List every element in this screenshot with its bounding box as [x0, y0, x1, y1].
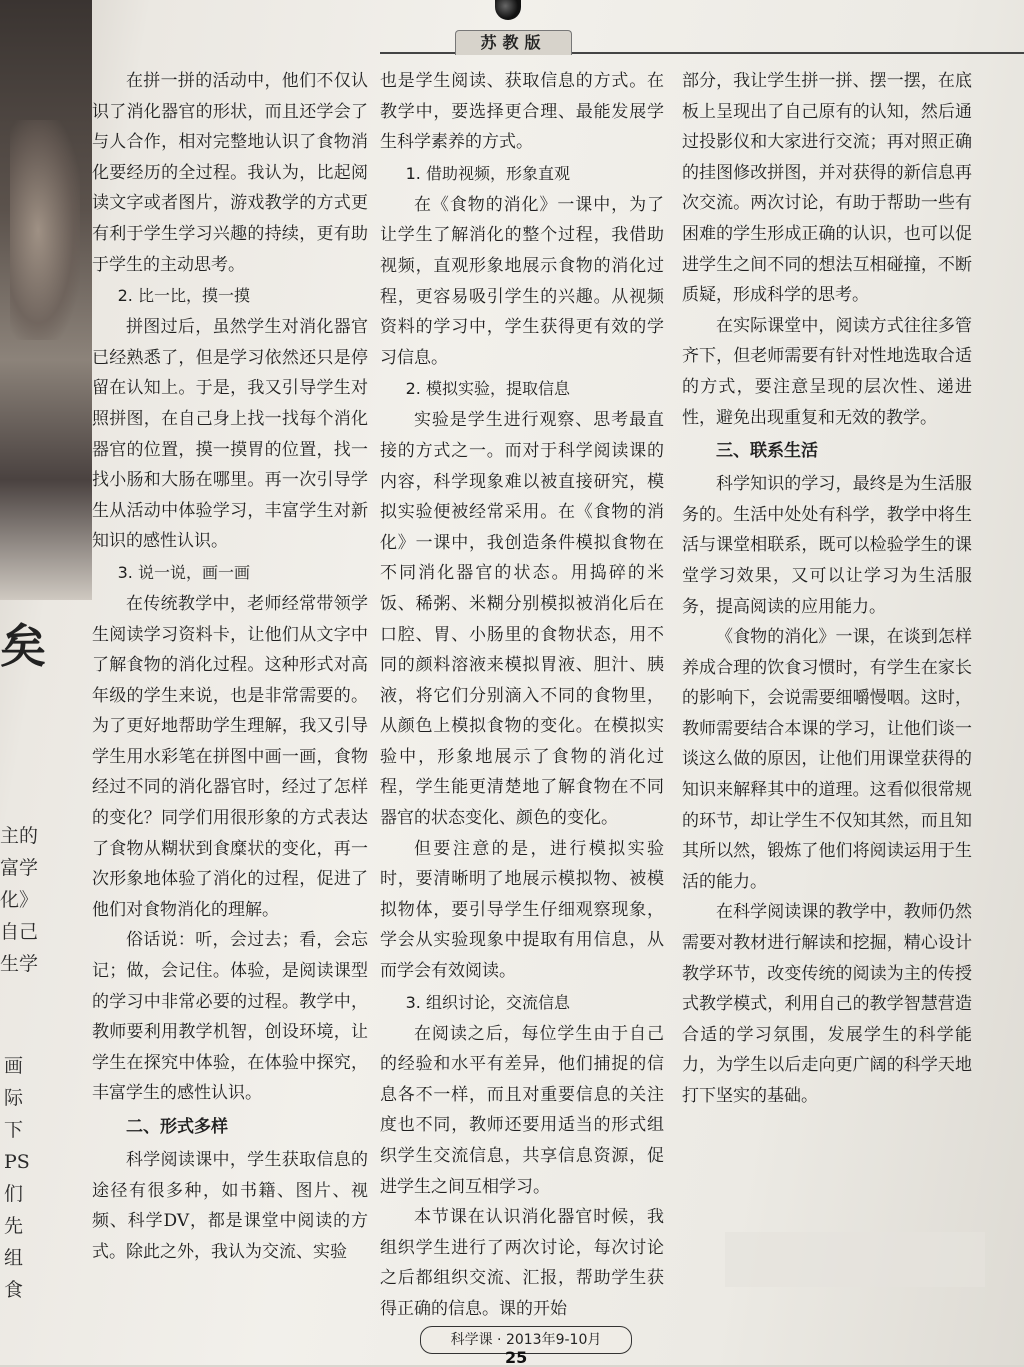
fragment-line: 自己: [0, 921, 39, 943]
page-number: 25: [505, 1348, 528, 1367]
section-heading: 三、联系生活: [716, 441, 818, 462]
fragment-line: 食: [4, 1279, 24, 1301]
left-edge-text-fragments-b: [4, 1050, 40, 1306]
journal-footer: 科学课 · 2013年9-10月: [420, 1326, 632, 1354]
logo-icon: [495, 0, 521, 20]
paragraph: 部分，我让学生拼一拼、摆一摆，在底板上呈现出了自己原有的认知，然后通过投影仪和大家进行交流；再对照正确的挂图修改拼图，并对获得的新信息再次交流。两次讨论，有助于帮助一些有困难的学生形成正确的认识，也可以促进学生之间不同的想法互相碰撞，不断质疑，形成科学的思考。: [682, 71, 972, 306]
paragraph: 在实际课堂中，阅读方式往往多管齐下，但老师需要有针对性地选取合适的方式，要注意呈现的层次性、递进性，避免出现重复和无效的教学。: [682, 315, 972, 428]
subheading: 1. 借助视频，形象直观: [405, 163, 570, 183]
paragraph: 在拼一拼的活动中，他们不仅认识了消化器官的形状，而且还学会了与人合作，相对完整地认识了食物消化要经历的全过程。我认为，比起阅读文字或者图片，游戏教学的方式更有利于学生学习兴趣的持续，更有助于学生的主动思考。: [92, 71, 368, 275]
paragraph: 科学阅读课中，学生获取信息的途径有很多种，如书籍、图片、视频、科学DV，都是课堂中阅读的方式。除此之外，我认为交流、实验: [92, 1150, 368, 1262]
subheading: 3. 说一说，画一画: [117, 562, 250, 582]
fragment-line: 富学: [0, 857, 39, 879]
fragment-line: 下: [4, 1119, 24, 1141]
paragraph: 俗话说：听，会过去；看，会忘记；做，会记住。体验，是阅读课型的学习中非常必要的过程。教学中，教师要利用教学机智，创设环境，让学生在探究中体验，在体验中探究，丰富学生的感性认识。: [92, 930, 368, 1104]
fragment-line: 们: [4, 1183, 24, 1205]
fragment-line: 先: [4, 1215, 24, 1237]
paragraph: 拼图过后，虽然学生对消化器官已经熟悉了，但是学习依然还只是停留在认知上。于是，我又引导学生对照拼图，在自己身上找一找每个消化器官的位置，摸一摸胃的位置，找一找小肠和大肠在哪里。再一次引导学生从活动中体验学习，丰富学生对新知识的感性认识。: [92, 317, 368, 552]
left-edge-large-character: 矣: [0, 619, 46, 673]
paragraph: 在《食物的消化》一课中，为了让学生了解消化的整个过程，我借助视频，直观形象地展示食物的消化过程，更容易吸引学生的兴趣。从视频资料的学习中，学生获得更有效的学习信息。: [380, 194, 664, 368]
paragraph: 也是学生阅读、获取信息的方式。在教学中，要选择更合理、最能发展学生科学素养的方式。: [380, 71, 664, 153]
paragraph: 在传统教学中，老师经常带领学生阅读学习资料卡，让他们从文字中了解食物的消化过程。这种形式对高年级的学生来说，也是非常需要的。为了更好地帮助学生理解，我又引导学生用水彩笔在拼图中画一画，食物经过不同的消化器官时，经过了怎样的变化？同学们用很形象的方式表达了食物从糊状到食糜状的变化，再一次形象地体验了消化的过程，促进了他们对食物消化的理解。: [92, 593, 368, 920]
fragment-line: PS: [4, 1151, 30, 1173]
left-edge-text-fragments-a: [0, 820, 40, 980]
page-header: [380, 0, 1024, 60]
text-column-2: [380, 66, 664, 1325]
paragraph: 在科学阅读课的教学中，教师仍然需要对教材进行解读和挖掘，精心设计教学环节，改变传统的阅读为主的传授式教学模式，利用自己的教学智慧营造合适的学习氛围，发展学生的科学能力，为学生以后走向更广阔的科学天地打下坚实的基础。: [682, 902, 972, 1106]
subheading: 3. 组织讨论，交流信息: [405, 992, 570, 1012]
text-column-3: [682, 66, 972, 1112]
paragraph: 但要注意的是，进行模拟实验时，要清晰明了地展示模拟物、被模拟物体，要引导学生仔细观察现象，学会从实验现象中提取有用信息，从而学会有效阅读。: [380, 838, 664, 982]
paragraph: 在阅读之后，每位学生由于自己的经验和水平有差异，他们捕捉的信息各不一样，而且对重要信息的关注度也不同，教师还要用适当的形式组织学生交流信息，共享信息资源，促进学生之间互相学习。: [380, 1023, 664, 1197]
paragraph: 实验是学生进行观察、思考最直接的方式之一。而对于科学阅读课的内容，科学现象难以被直接研究，模拟实验便被经常采用。在《食物的消化》一课中，我创造条件模拟食物在不同消化器官的状态。用捣碎的米饭、稀粥、米糊分别模拟被消化后在口腔、胃、小肠里的食物状态，用不同的颜料溶液来模拟胃液、胆汁、胰液，将它们分别滴入不同的食物里，从颜色上模拟食物的变化。在模拟实验中，形象地展示了食物的消化过程，学生能更清楚地了解食物在不同器官的状态变化、颜色的变化。: [380, 410, 664, 829]
subheading: 2. 模拟实验，提取信息: [405, 379, 570, 399]
fragment-line: 主的: [0, 825, 39, 847]
fragment-line: 生学: [0, 953, 39, 975]
left-edge-photo: [0, 0, 92, 600]
fragment-line: 际: [4, 1087, 24, 1109]
fragment-line: 画: [4, 1055, 24, 1077]
faded-bleed-through-box: [725, 1232, 985, 1287]
subheading: 2. 比一比，摸一摸: [117, 286, 250, 306]
photo-figure: [10, 120, 80, 340]
paragraph: 《食物的消化》一课，在谈到怎样养成合理的饮食习惯时，有学生在家长的影响下，会说需要细嚼慢咽。这时，教师需要结合本课的学习，让他们谈一谈这么做的原因，让他们用课堂获得的知识来解释其中的道理。这看似很常规的环节，却让学生不仅知其然，而且知其所以然，锻炼了他们将阅读运用于生活的能力。: [682, 627, 972, 892]
paragraph: 本节课在认识消化器官时候，我组织学生进行了两次讨论，每次讨论之后都组织交流、汇报，帮助学生获得正确的信息。课的开始: [380, 1207, 664, 1319]
section-heading: 二、形式多样: [126, 1117, 228, 1137]
header-rule: [600, 52, 1024, 54]
paragraph: 科学知识的学习，最终是为生活服务的。生活中处处有科学，教学中将生活与课堂相联系，既可以检验学生的课堂学习效果，又可以让学习为生活服务，提高阅读的应用能力。: [682, 474, 972, 617]
fragment-line: 组: [4, 1247, 24, 1269]
text-column-1: [92, 66, 368, 1267]
edition-badge: 苏教版: [455, 30, 572, 55]
fragment-line: 化》: [0, 889, 39, 911]
